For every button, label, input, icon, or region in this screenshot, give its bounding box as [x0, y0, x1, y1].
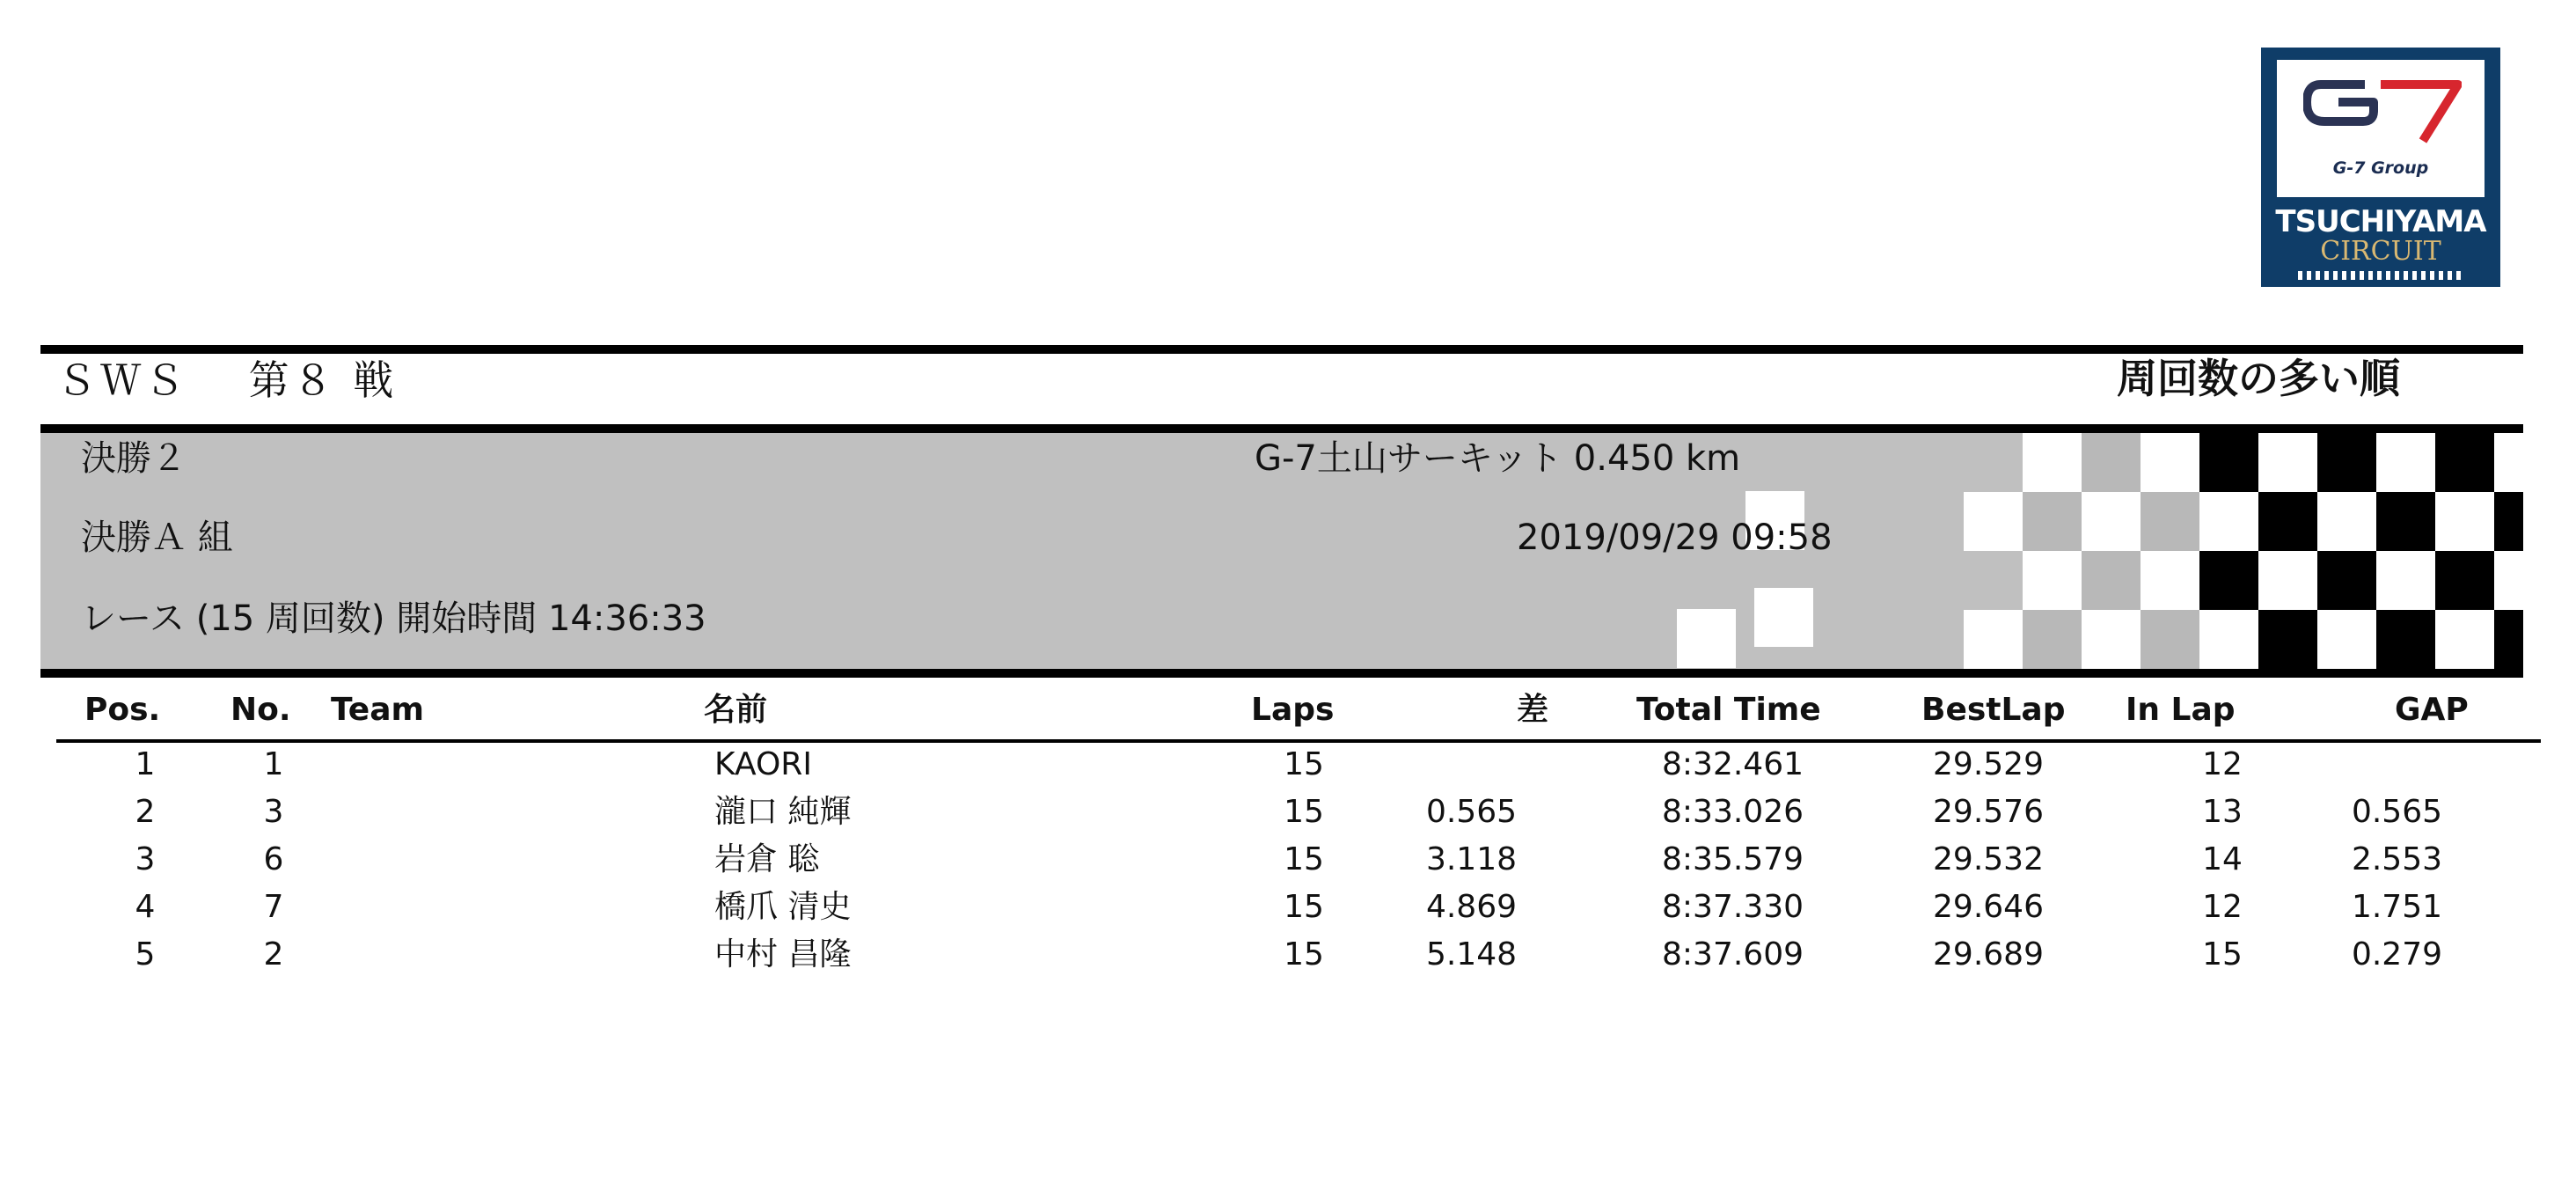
- checker-square: [2023, 551, 2082, 610]
- race-start-line: レース (15 周回数) 開始時間 14:36:33: [81, 598, 706, 639]
- cell-no: 7: [263, 889, 284, 925]
- checker-square: [2258, 551, 2317, 610]
- col-header-no: No.: [231, 692, 291, 728]
- cell-gap: 0.565: [2351, 794, 2442, 830]
- checker-square: [2376, 551, 2435, 610]
- cell-laps: 15: [1284, 841, 1324, 877]
- checker-square: [1964, 492, 2023, 551]
- col-header-name: 名前: [704, 692, 768, 728]
- col-header-best-lap: BestLap: [1921, 692, 2066, 728]
- cell-name: KAORI: [714, 746, 812, 782]
- cell-total-time: 8:33.026: [1662, 794, 1804, 830]
- cell-in-lap: 12: [2202, 746, 2243, 782]
- logo-emblem: [2277, 60, 2485, 197]
- cell-best-lap: 29.576: [1933, 794, 2044, 830]
- cell-total-time: 8:37.330: [1662, 889, 1804, 925]
- checker-square: [2494, 610, 2523, 669]
- cell-best-lap: 29.529: [1933, 746, 2044, 782]
- checker-square: [2494, 551, 2523, 610]
- checker-square: [1754, 588, 1813, 647]
- checker-square: [2199, 492, 2258, 551]
- checker-square: [2199, 610, 2258, 669]
- checker-square: [2199, 433, 2258, 492]
- checker-square: [2141, 610, 2199, 669]
- cell-no: 3: [263, 794, 284, 830]
- table-row: [0, 741, 2576, 789]
- cell-no: 6: [263, 841, 284, 877]
- logo-name-line2: CIRCUIT: [2320, 236, 2441, 267]
- cell-laps: 15: [1284, 889, 1324, 925]
- g7-mark-icon: [2303, 76, 2462, 146]
- checker-square: [2435, 433, 2494, 492]
- cell-diff: 5.148: [1425, 936, 1517, 972]
- cell-in-lap: 15: [2202, 936, 2243, 972]
- checker-square: [2082, 551, 2141, 610]
- cell-laps: 15: [1284, 936, 1324, 972]
- cell-best-lap: 29.646: [1933, 889, 2044, 925]
- cell-total-time: 8:37.609: [1662, 936, 1804, 972]
- cell-laps: 15: [1284, 794, 1324, 830]
- cell-name: 橋爪 清史: [714, 889, 852, 925]
- col-header-gap: GAP: [2395, 692, 2469, 728]
- cell-best-lap: 29.689: [1933, 936, 2044, 972]
- event-title: ＳＷＳ 第８ 戦: [56, 356, 398, 404]
- checker-square: [2494, 433, 2523, 492]
- checker-square: [2317, 492, 2376, 551]
- circuit-logo: [2261, 48, 2500, 287]
- col-header-total-time: Total Time: [1636, 692, 1821, 728]
- cell-pos: 3: [135, 841, 156, 877]
- checker-square: [2494, 492, 2523, 551]
- checker-square: [2258, 610, 2317, 669]
- checker-square: [2317, 551, 2376, 610]
- checker-square: [2258, 492, 2317, 551]
- circuit-info: G-7土山サーキット 0.450 km: [1255, 438, 1741, 479]
- cell-diff: 4.869: [1425, 889, 1517, 925]
- col-header-diff: 差: [1517, 692, 1549, 728]
- cell-pos: 4: [135, 889, 156, 925]
- cell-total-time: 8:35.579: [1662, 841, 1804, 877]
- cell-gap: 1.751: [2351, 889, 2442, 925]
- cell-name: 中村 昌隆: [714, 936, 852, 972]
- cell-gap: 0.279: [2351, 936, 2442, 972]
- checker-square: [2317, 433, 2376, 492]
- cell-pos: 5: [135, 936, 156, 972]
- checker-square: [2023, 492, 2082, 551]
- cell-laps: 15: [1284, 746, 1324, 782]
- cell-total-time: 8:32.461: [1662, 746, 1804, 782]
- sort-label: 周回数の多い順: [2117, 355, 2400, 402]
- checker-square: [2082, 433, 2141, 492]
- checker-square: [2141, 433, 2199, 492]
- report-datetime: 2019/09/29 09:58: [1517, 517, 1833, 558]
- cell-best-lap: 29.532: [1933, 841, 2044, 877]
- cell-in-lap: 14: [2202, 841, 2243, 877]
- checker-square: [2435, 610, 2494, 669]
- logo-name-line1: TSUCHIYAMA: [2275, 204, 2486, 239]
- cell-in-lap: 12: [2202, 889, 2243, 925]
- cell-diff: 3.118: [1425, 841, 1517, 877]
- checker-square: [2141, 492, 2199, 551]
- cell-diff: 0.565: [1425, 794, 1517, 830]
- col-header-pos: Pos.: [84, 692, 161, 728]
- logo-group-text: G-7 Group: [2332, 158, 2429, 178]
- checker-square: [2376, 610, 2435, 669]
- table-row: [0, 836, 2576, 884]
- checker-square: [2435, 492, 2494, 551]
- checker-square: [2023, 433, 2082, 492]
- col-header-in-lap: In Lap: [2126, 692, 2236, 728]
- logo-checker-strip: [2298, 271, 2463, 280]
- cell-name: 岩倉 聡: [714, 841, 820, 877]
- cell-pos: 1: [135, 746, 156, 782]
- col-header-team: Team: [331, 692, 424, 728]
- cell-name: 瀧口 純輝: [714, 794, 852, 830]
- checker-square: [2199, 551, 2258, 610]
- cell-no: 1: [263, 746, 284, 782]
- cell-gap: 2.553: [2351, 841, 2442, 877]
- table-row: [0, 884, 2576, 931]
- checker-square: [1677, 609, 1736, 668]
- table-row: [0, 931, 2576, 979]
- checker-square: [2141, 551, 2199, 610]
- cell-no: 2: [263, 936, 284, 972]
- col-header-laps: Laps: [1251, 692, 1335, 728]
- checker-square: [2317, 610, 2376, 669]
- checker-square: [2082, 610, 2141, 669]
- panel-bottom-rule: [40, 669, 2523, 678]
- checker-square: [2023, 610, 2082, 669]
- table-row: [0, 789, 2576, 836]
- checker-square: [1964, 610, 2023, 669]
- race-info-panel: [40, 433, 2523, 669]
- checker-square: [2376, 492, 2435, 551]
- cell-pos: 2: [135, 794, 156, 830]
- checker-square: [2258, 433, 2317, 492]
- checker-square: [2376, 433, 2435, 492]
- checker-square: [2082, 492, 2141, 551]
- session-name: 決勝２: [81, 438, 187, 479]
- cell-in-lap: 13: [2202, 794, 2243, 830]
- group-name: 決勝Ａ 組: [81, 517, 233, 558]
- title-bottom-rule: [40, 424, 2523, 433]
- checker-square: [2435, 551, 2494, 610]
